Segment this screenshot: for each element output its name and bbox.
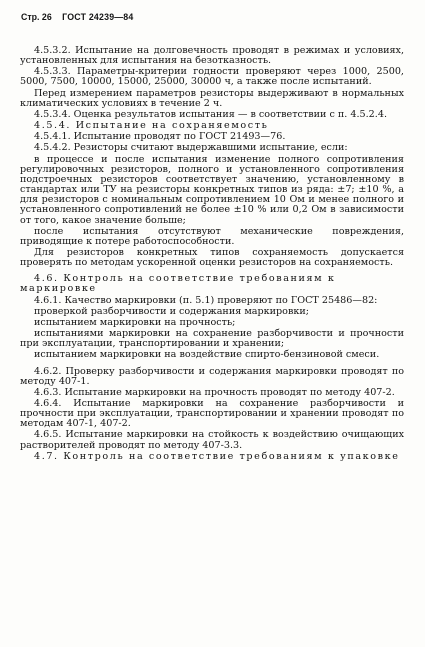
standard-number: ГОСТ 24239—84	[62, 12, 134, 22]
list-item-preservation-tests: испытаниями маркировки на сохранение разборчивости и прочности при эксплуатации, транспортировании и хранении;	[20, 328, 404, 350]
paragraph-4-5-3-4: 4.5.3.4. Оценка результатов испытания — в соответствии с п. 4.5.2.4.	[34, 108, 387, 120]
paragraph-4-6-5: 4.6.5. Испытание маркировки на стойкость к воздействию очищающих растворителей проводят по методу 407-3.3.	[20, 429, 404, 451]
paragraph-resistance-change: в процессе и после испытания изменение полного сопротивления регулировочных резисторов, полного и установленного сопротивления подстроечных резисторов соответствует значению, установленному в стандартах или ТУ на резисторы конкретных типов из ряда: ±7; ±10 %, а для резисторов с номинальным сопротивлением 10 Ом и менее полного и установленного сопротивлений не более ±10 % или 0,2 Ом в зависимости от того, какое значение больше;	[20, 153, 404, 226]
list-item-readability-check: проверкой разборчивости и содержания маркировки;	[34, 305, 309, 317]
list-item-spirit-benzine-test: испытанием маркировки на воздействие спирто-бензиновой смеси.	[34, 349, 380, 361]
page-number: Стр. 26	[21, 12, 52, 22]
page-header	[21, 13, 133, 22]
section-heading-packaging-control: 4.7. Контроль на соответствие требованиям к упаковке	[34, 450, 400, 462]
section-heading-marking-control: 4.6. Контроль на соответствие требованиям к маркировке	[20, 273, 336, 295]
paragraph-4-6-3: 4.6.3. Испытание маркировки на прочность проводят по методу 407-2.	[34, 386, 395, 398]
list-item-strength-test: испытанием маркировки на прочность;	[34, 316, 236, 328]
paragraph-4-6-4: 4.6.4. Испытание маркировки на сохранение разборчивости и прочности при эксплуатации, транспортировании и хранении проводят по методам 407-1, 407-2.	[20, 398, 404, 430]
paragraph-preconditioning: Перед измерением параметров резисторы выдерживают в нормальных климатических условиях в течение 2 ч.	[20, 87, 404, 109]
paragraph-4-6-1: 4.6.1. Качество маркировки (п. 5.1) проверяют по ГОСТ 25486—82:	[34, 294, 378, 306]
paragraph-4-5-3-3: 4.5.3.3. Параметры-критерии годности проверяют через 1000, 2500, 5000, 7500, 10000, 15000, 25000, 30000 ч, а также после испытаний.	[20, 66, 404, 88]
paragraph-accelerated-evaluation: Для резисторов конкретных типов сохраняемость допускается проверять по методам ускоренной оценки резисторов на сохраняемость.	[20, 246, 404, 269]
document-body	[20, 46, 404, 463]
section-heading-storage-test: 4.5.4. Испытание на сохраняемость	[34, 120, 269, 132]
paragraph-mechanical-damage: после испытания отсутствуют механические повреждения, приводящие к потере работоспособности.	[20, 225, 404, 247]
paragraph-4-5-4-1: 4.5.4.1. Испытание проводят по ГОСТ 21493—76.	[34, 131, 286, 143]
paragraph-4-5-4-2: 4.5.4.2. Резисторы считают выдержавшими испытание, если:	[34, 142, 348, 154]
paragraph-4-6-2: 4.6.2. Проверку разборчивости и содержания маркировки проводят по методу 407-1.	[20, 365, 404, 387]
paragraph-4-5-3-2: 4.5.3.2. Испытание на долговечность проводят в режимах и условиях, установленных для испытания на безотказность.	[20, 45, 404, 67]
